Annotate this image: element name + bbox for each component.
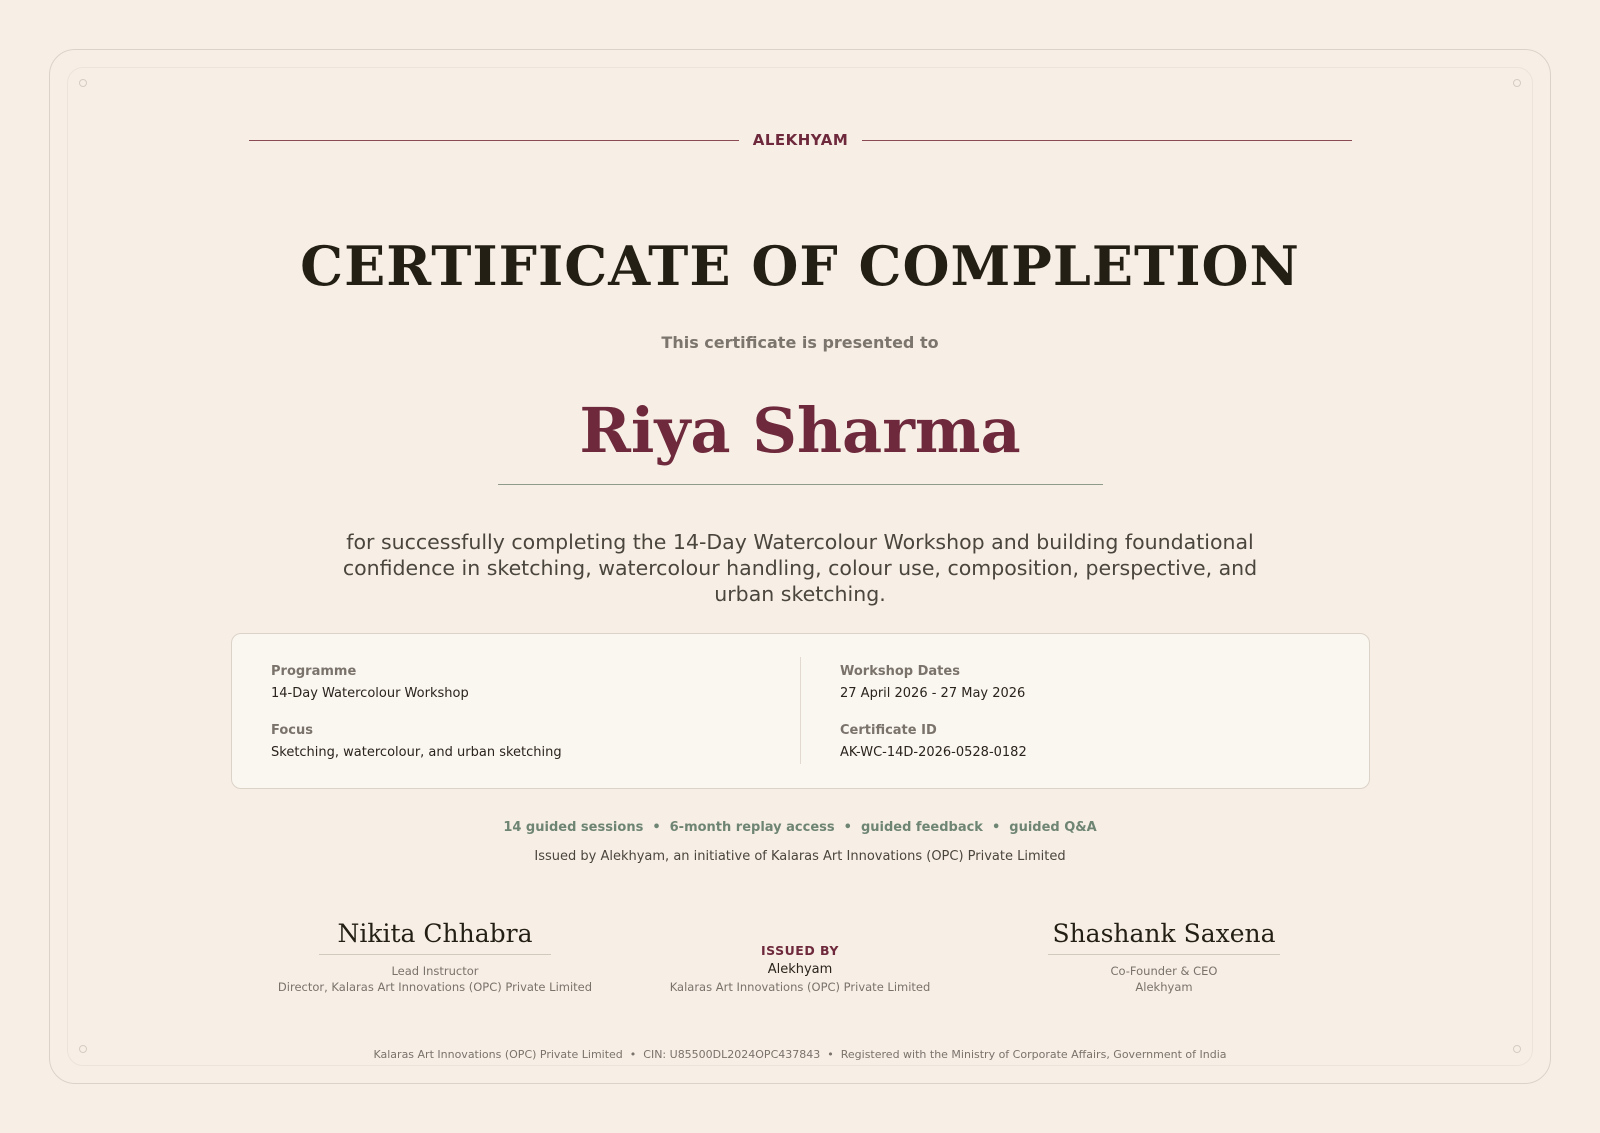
certificate-id-value: AK-WC-14D-2026-0528-0182 xyxy=(840,745,1027,760)
separator-dot: • xyxy=(629,1048,637,1061)
focus-value: Sketching, watercolour, and urban sketching xyxy=(271,745,562,760)
signatory-name: Shashank Saxena xyxy=(1052,919,1276,948)
highlight-item: guided Q&A xyxy=(1009,820,1097,835)
issuer-statement: Issued by Alekhyam, an initiative of Kalaras Art Innovations (OPC) Private Limited xyxy=(534,849,1066,864)
recipient-underline xyxy=(498,484,1103,485)
highlight-item: guided feedback xyxy=(860,820,983,835)
highlight-item: 14 guided sessions xyxy=(503,820,644,835)
signatory-name: Nikita Chhabra xyxy=(337,919,533,948)
corner-ornament-top-right xyxy=(1513,79,1521,87)
signature-block-left xyxy=(255,918,615,995)
highlight-item: 6-month replay access xyxy=(669,820,835,835)
signatory-role: Lead Instructor xyxy=(391,964,479,978)
details-divider xyxy=(800,657,801,764)
programme-value: 14-Day Watercolour Workshop xyxy=(271,686,469,701)
workshop-dates-label: Workshop Dates xyxy=(840,664,960,679)
signature-line xyxy=(319,954,551,955)
certificate-id-label: Certificate ID xyxy=(840,723,937,738)
issued-by-organization: Kalaras Art Innovations (OPC) Private Limited xyxy=(669,980,931,994)
focus-label: Focus xyxy=(271,723,313,738)
brand-rule-left xyxy=(249,140,739,141)
footer-registration: Registered with the Ministry of Corporate Affairs, Government of India xyxy=(840,1048,1227,1061)
highlights-line xyxy=(0,820,1600,835)
brand-header xyxy=(249,129,1352,151)
signatory-organization: Director, Kalaras Art Innovations (OPC) Private Limited xyxy=(277,980,593,994)
brand-name: ALEKHYAM xyxy=(752,131,849,149)
legal-footer xyxy=(0,1048,1600,1061)
signatory-role: Co-Founder & CEO xyxy=(1110,964,1218,978)
completion-description: for successfully completing the 14-Day Watercolour Workshop and building foundational confidence in sketching, watercolour handling, colour use, composition, perspective, and urban sketching. xyxy=(342,530,1258,606)
corner-ornament-top-left xyxy=(79,79,87,87)
brand-rule-right xyxy=(862,140,1352,141)
issued-by-block xyxy=(600,942,1000,995)
issued-by-name: Alekhyam xyxy=(767,962,833,977)
signatory-organization: Alekhyam xyxy=(1135,980,1193,994)
issued-by-label: ISSUED BY xyxy=(761,943,839,958)
recipient-name: Riya Sharma xyxy=(579,394,1021,467)
workshop-dates-value: 27 April 2026 - 27 May 2026 xyxy=(840,686,1026,701)
signature-block-right xyxy=(984,918,1344,995)
certificate-title: CERTIFICATE OF COMPLETION xyxy=(300,234,1300,298)
footer-company: Kalaras Art Innovations (OPC) Private Limited xyxy=(373,1048,623,1061)
separator-dot: • xyxy=(827,1048,834,1061)
separator-dot: • xyxy=(652,820,661,835)
programme-label: Programme xyxy=(271,664,357,679)
separator-dot: • xyxy=(843,820,852,835)
separator-dot: • xyxy=(991,820,1001,835)
presented-to-text: This certificate is presented to xyxy=(661,333,939,352)
signature-line xyxy=(1048,954,1280,955)
footer-cin: CIN: U85500DL2024OPC437843 xyxy=(643,1048,821,1061)
